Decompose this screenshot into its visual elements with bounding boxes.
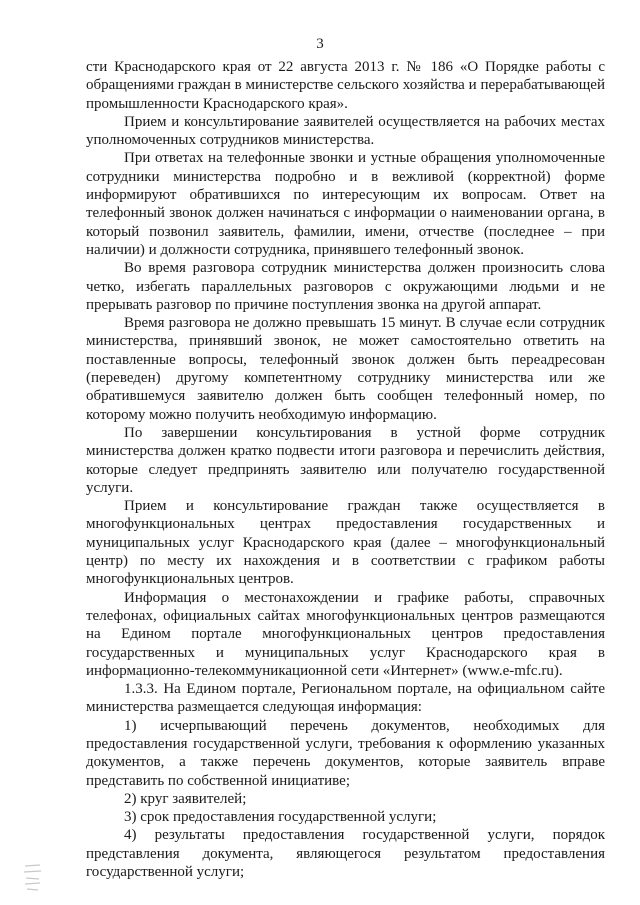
paragraph: сти Краснодарского края от 22 августа 2013 г. № 186 «О Порядке работы с обращениями граждан в министерстве сельского хозяйства и перерабатывающей промышленности Краснодарского края».	[86, 59, 605, 112]
paragraph: При ответах на телефонные звонки и устные обращения уполномоченные сотрудники министерства подробно и в вежливой (корректной) форме информируют обратившихся по интересующим их вопросам. Ответ на телефонный звонок должен начинаться с информации о наименовании органа, в который позвонил заявитель, фамилии, имени, отчестве (последнее – при наличии) и должности сотрудника, принявшего телефонный звонок.	[86, 150, 605, 258]
list-item: 1) исчерпывающий перечень документов, необходимых для предоставления государственной услуги, требования к оформлению указанных документов, а также перечень документов, которые заявитель вправе представить по собственной инициативе;	[86, 717, 605, 789]
paragraph: Информация о местонахождении и графике работы, справочных телефонах, официальных сайтах многофункциональных центров размещаются на Едином портале многофункциональных центров предоставления государственных и муниципальных услуг Краснодарского края в информационно-телекоммуникационной сети «Интернет» (www.e-mfc.ru).	[86, 589, 605, 679]
paragraph: 1.3.3. На Едином портале, Региональном портале, на официальном сайте министерства размещается следующая информация:	[86, 681, 605, 716]
list-item: 2) круг заявителей;	[124, 790, 247, 807]
page-number: 3	[316, 36, 324, 52]
paragraph: Прием и консультирование граждан также осуществляется в многофункциональных центрах предоставления государственных и муниципальных услуг Краснодарского края (далее – многофункциональный центр) по месту их нахождения и в соответствии с графиком работы многофункциональных центров.	[86, 498, 605, 588]
paragraph: Время разговора не должно превышать 15 минут. В случае если сотрудник министерства, принявший звонок, не может самостоятельно ответить на поставленные вопросы, телефонный звонок должен быть переадресован (переведен) другому компетентному сотруднику министерства или же обратившемуся заявителю должен быть сообщен телефонный номер, по которому можно получить необходимую информацию.	[86, 315, 605, 423]
list-item: 3) срок предоставления государственной услуги;	[124, 809, 437, 826]
paragraph: Во время разговора сотрудник министерства должен произносить слова четко, избегать параллельных разговоров с окружающими людьми и не прерывать разговор по причине поступления звонка на другой аппарат.	[86, 260, 605, 313]
faded-stamp-icon	[22, 862, 44, 892]
paragraph: По завершении консультирования в устной форме сотрудник министерства должен кратко подвести итоги разговора и перечислить действия, которые следует предпринять заявителю или получателю государственной услуги.	[86, 424, 605, 496]
document-body	[86, 58, 605, 881]
list-item: 4) результаты предоставления государственной услуги, порядок представления документа, являющегося результатом предоставления государственной услуги;	[86, 827, 605, 881]
paragraph: Прием и консультирование заявителей осуществляется на рабочих местах уполномоченных сотрудников министерства.	[86, 113, 605, 149]
